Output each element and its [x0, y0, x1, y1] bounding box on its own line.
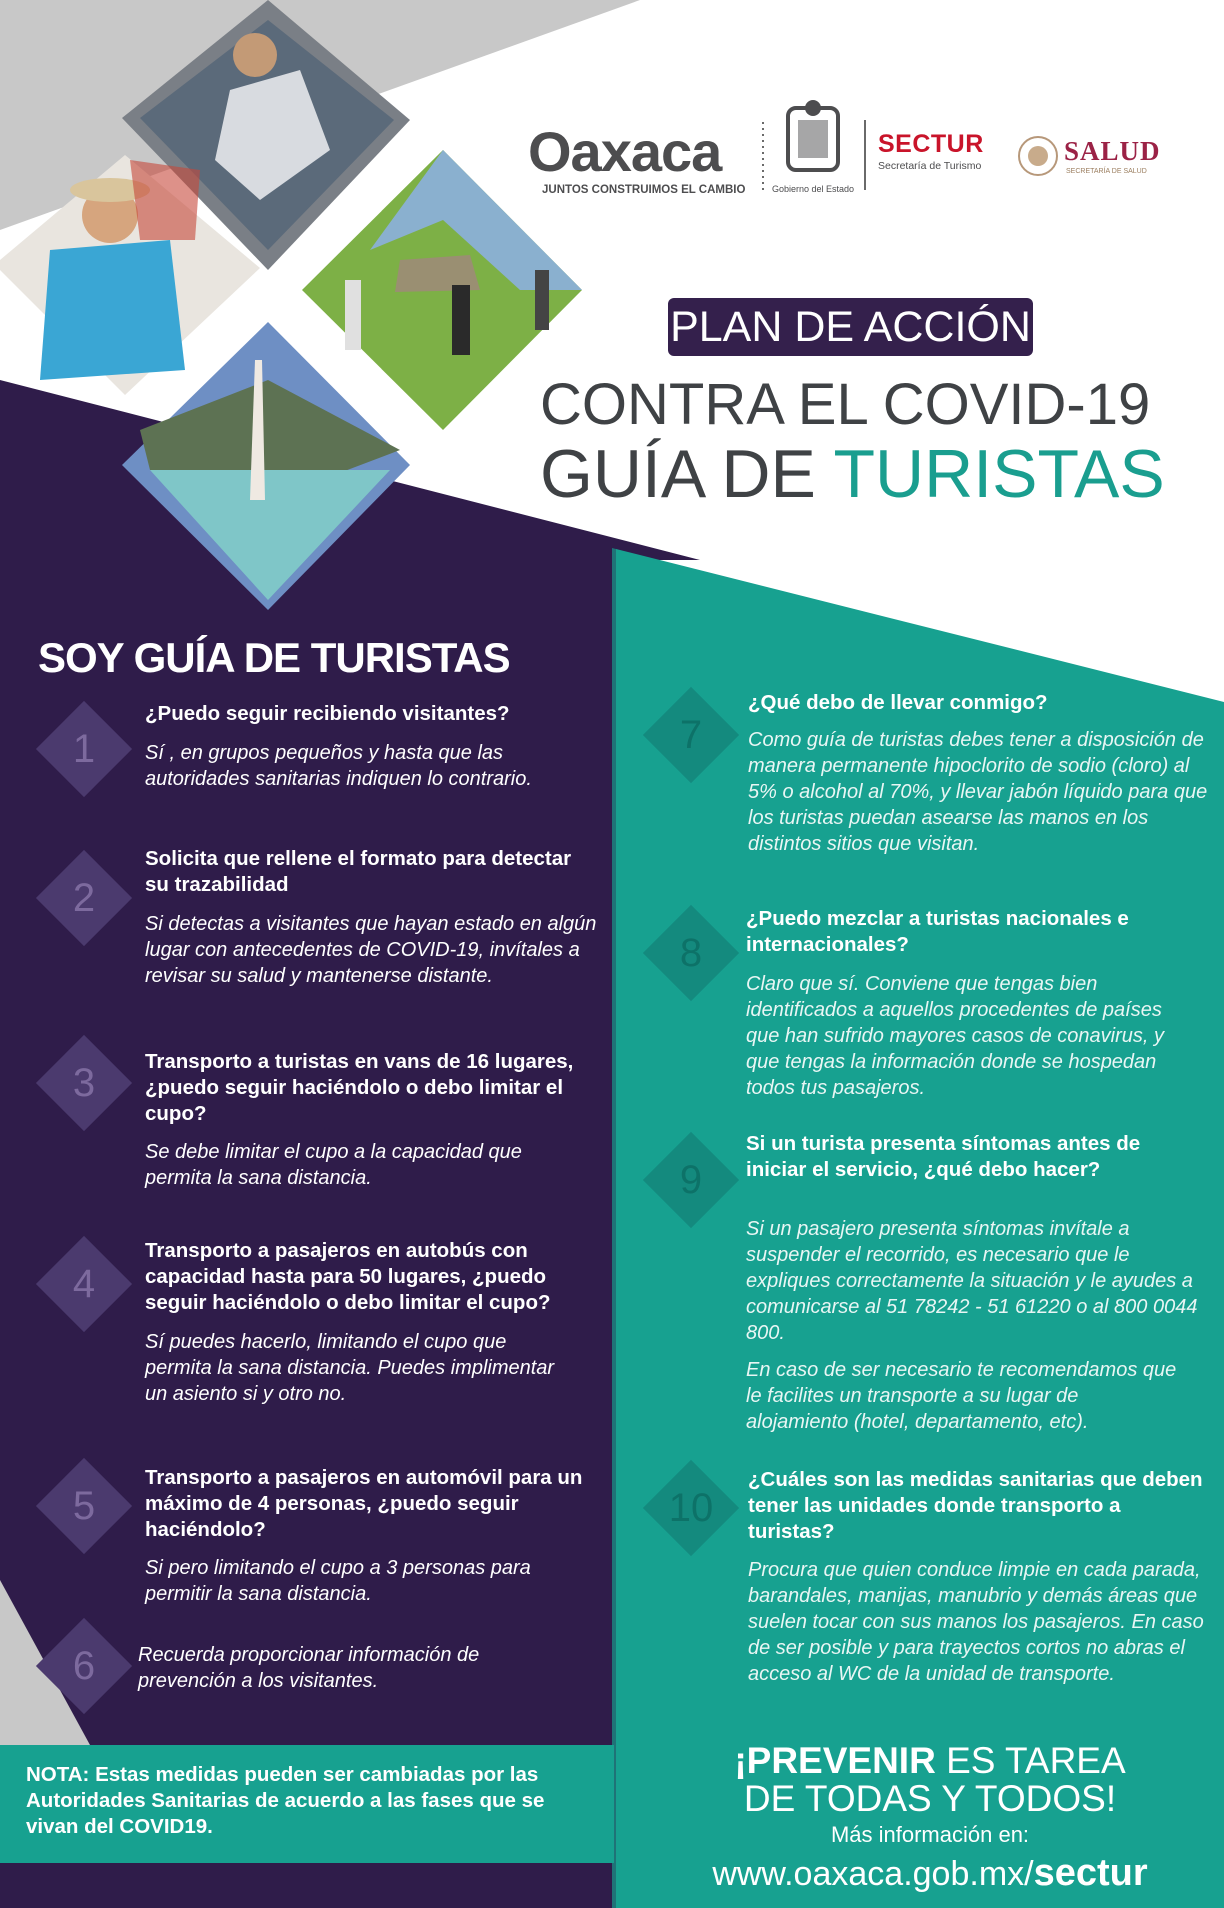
more-info-label: Más información en:	[830, 1822, 1030, 1847]
item-question: ¿Puedo mezclar a turistas nacionales e internacionales?	[746, 907, 1129, 956]
oaxaca-logo-tagline: JUNTOS CONSTRUIMOS EL CAMBIO	[542, 184, 746, 196]
item-number: 8	[679, 931, 703, 975]
sectur-logo-subtitle: Secretaría de Turismo	[878, 160, 982, 172]
item-answer: Si pero limitando el cupo a 3 personas para permitir la sana distancia.	[145, 1557, 531, 1605]
item-answer: Recuerda proporcionar información de prevención a los visitantes.	[138, 1644, 480, 1692]
item-answer: Procura que quien conduce limpie en cada parada, barandales, manijas, manubrio y demás áreas que suelen tocar con sus manos los pasajeros. En caso de ser posible y para trayectos cortos no abras el acceso al WC de la unidad de transporte.	[748, 1559, 1204, 1685]
title-guia-highlight: TURISTAS	[833, 436, 1165, 512]
item-answer: Sí puedes hacerlo, limitando el cupo que permita la sana distancia. Puedes implimentar un asiento si y otro no.	[145, 1331, 555, 1405]
item-answer: Como guía de turistas debes tener a disposición de manera permanente hipoclorito de sodio (cloro) al 5% o alcohol al 70%, y llevar jabón líquido para que los turistas puedan asearse las manos en los distintos sitios que visitan.	[748, 729, 1208, 855]
prevenir-bold: ¡PREVENIR	[734, 1740, 936, 1781]
logo-divider-dotted	[762, 122, 764, 192]
item-answer: Claro que sí. Conviene que tengas bien identificados a aquellos procedentes de países que han sufrido mayores casos de conavirus, y que tengas la información donde se hospedan todos tus pasajeros.	[746, 973, 1164, 1099]
item-answer: Sí , en grupos pequeños y hasta que las autoridades sanitarias indiquen lo contrario.	[145, 742, 532, 790]
logo-divider-solid	[864, 120, 866, 190]
url-prefix: www.oaxaca.gob.mx/	[712, 1855, 1034, 1893]
item-question: ¿Qué debo de llevar conmigo?	[748, 691, 1048, 714]
item-question: ¿Cuáles son las medidas sanitarias que deben tener las unidades donde transporto a turistas?	[748, 1468, 1203, 1543]
item-number: 2	[72, 876, 96, 920]
title-guia	[540, 436, 1165, 512]
salud-logo-subtitle: SECRETARÍA DE SALUD	[1066, 168, 1147, 175]
sectur-logo	[878, 130, 984, 172]
item-question: ¿Puedo seguir recibiendo visitantes?	[145, 702, 510, 725]
title-guia-prefix: GUÍA DE	[540, 436, 834, 512]
item-question: Transporto a turistas en vans de 16 lugares, ¿puedo seguir haciéndolo o debo limitar el cupo?	[145, 1050, 574, 1125]
website-link[interactable]	[650, 1852, 1210, 1895]
item-question: Transporto a pasajeros en automóvil para un máximo de 4 personas, ¿puedo seguir haciéndolo?	[145, 1466, 583, 1541]
item-answer: Si un pasajero presenta síntomas invítale a suspender el recorrido, es necesario que le expliques correctamente la situación y le ayudes a comunicarse al 51 78242 - 51 61220 o al 800 0044 800.	[746, 1218, 1198, 1344]
plan-de-accion-badge: PLAN DE ACCIÓN	[668, 298, 1033, 356]
item-number: 5	[72, 1484, 96, 1528]
oaxaca-logo-word: Oaxaca	[528, 120, 722, 183]
item-answer-extra: En caso de ser necesario te recomendamos que le facilites un transporte a su lugar de alojamiento (hotel, departamento, etc).	[746, 1359, 1177, 1433]
item-number: 4	[72, 1262, 96, 1306]
column-divider	[612, 548, 616, 1908]
title-covid: CONTRA EL COVID-19	[540, 372, 1151, 437]
item-number: 1	[72, 727, 96, 771]
url-suffix: sectur	[1033, 1852, 1148, 1894]
section-heading: SOY GUÍA DE TURISTAS	[38, 634, 510, 681]
gobierno-logo	[768, 100, 888, 196]
item-answer: Si detectas a visitantes que hayan estado en algún lugar con antecedentes de COVID-19, invítales a revisar su salud y mantenerse distante.	[145, 913, 597, 987]
sectur-logo-name: SECTUR	[878, 130, 984, 158]
item-number: 9	[679, 1158, 703, 1202]
item-number: 7	[679, 713, 703, 757]
item-answer: Se debe limitar el cupo a la capacidad que permita la sana distancia.	[145, 1141, 522, 1189]
item-question: Transporto a pasajeros en autobús con capacidad hasta para 50 lugares, ¿puedo seguir haciéndolo o debo limitar el cupo?	[145, 1239, 551, 1314]
prevenir-rest: ES TAREA	[935, 1740, 1126, 1781]
prevenir-line2: DE TODAS Y TODOS!	[743, 1778, 1117, 1819]
item-number: 6	[72, 1644, 96, 1688]
item-number: 10	[668, 1486, 714, 1530]
oaxaca-logo	[528, 122, 748, 202]
state-shield-icon	[768, 100, 858, 184]
item-question: Si un turista presenta síntomas antes de iniciar el servicio, ¿qué debo hacer?	[746, 1132, 1141, 1181]
item-question: Solicita que rellene el formato para detectar su trazabilidad	[145, 847, 572, 896]
item-number: 3	[72, 1061, 96, 1105]
gobierno-logo-label: Gobierno del Estado	[771, 184, 855, 194]
prevenir-slogan	[650, 1742, 1210, 1818]
prevenir-line1	[650, 1742, 1210, 1780]
salud-logo	[1016, 134, 1186, 184]
nota-text: NOTA: Estas medidas pueden ser cambiadas por las Autoridades Sanitarias de acuerdo a las fases que se vivan del COVID19.	[26, 1763, 545, 1838]
salud-logo-name: SALUD	[1064, 136, 1161, 166]
national-emblem-icon	[1016, 134, 1060, 178]
